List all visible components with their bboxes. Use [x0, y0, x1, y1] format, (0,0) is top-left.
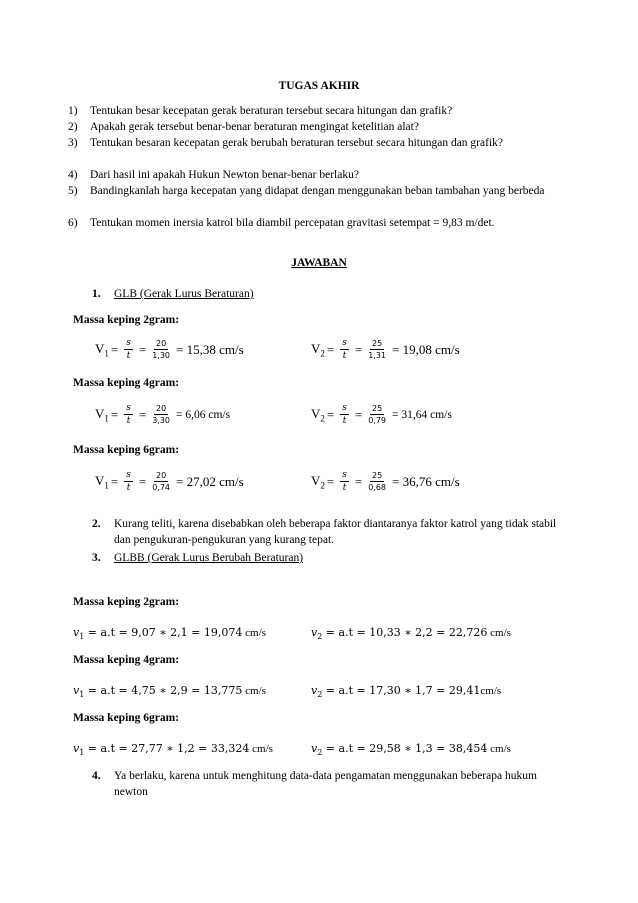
equation-result: = 19,08 cm/s	[392, 341, 460, 357]
velocity-label: $V_1$	[95, 405, 109, 424]
answer-number: 2.	[92, 518, 101, 530]
answer-text: Ya berlaku, karena untuk menghitung data-data pengamatan menggunakan beberapa hukum newton	[114, 770, 537, 798]
velocity-label: $V_2$	[311, 405, 325, 424]
formula-v2: $v_2 = a.t = 17,30$ ∗ 1,7 = 29,41cm/s	[311, 684, 502, 700]
equation-result: = 31,64 cm/s	[392, 408, 452, 421]
answer-1	[92, 286, 564, 302]
document-title: TUGAS AKHIR	[278, 80, 360, 92]
velocity-label: $V_1$	[95, 340, 109, 359]
velocity-label: $V_2$	[311, 472, 325, 491]
mass-heading: Massa keping 6gram:	[73, 712, 180, 724]
fraction-s-over-t: $\frac{s}{t}$	[342, 470, 347, 493]
formula-v2: $v_2 = a.t = 10,33$ ∗ 2,2 = 22,726 cm/s	[311, 626, 511, 642]
mass-heading: Massa keping 2gram:	[73, 596, 180, 608]
question-2	[68, 119, 560, 135]
fraction-s-over-t: $\frac{s}{t}$	[126, 470, 131, 493]
equation-v2: $V_2$ = $\frac{s}{t}$ = $\frac{25}{1,31}$ = 19,08 cm/s	[311, 338, 460, 361]
question-text: Dari hasil ini apakah Hukun Newton benar-benar berlaku?	[90, 169, 359, 181]
mass-heading: Massa keping 4gram:	[73, 377, 180, 389]
equation-result: = 6,06 cm/s	[176, 408, 231, 421]
fraction-s-over-t: $\frac{s}{t}$	[126, 403, 131, 426]
answer-number: 3.	[92, 552, 101, 564]
fraction-s-over-t: $\frac{s}{t}$	[126, 338, 131, 361]
fraction-s-over-t: $\frac{s}{t}$	[342, 403, 347, 426]
answer-text: GLBB (Gerak Lurus Berubah Beraturan)	[114, 552, 304, 564]
question-text: Apakah gerak tersebut benar-benar beraturan mengingat ketelitian alat?	[90, 121, 419, 133]
question-number: 4)	[68, 169, 78, 181]
mass-heading: Massa keping 2gram:	[73, 314, 180, 326]
equation-v1: $V_1$ = $\frac{s}{t}$ = $\frac{20}{0,74}$ = 27,02 cm/s	[95, 470, 244, 493]
answer-4	[92, 768, 564, 800]
fraction-values: $\frac{20}{1,30}$	[152, 339, 171, 360]
question-4	[68, 167, 560, 183]
equation-result: = 15,38 cm/s	[176, 341, 244, 357]
formula-v1: $v_1 = a.t = 9,07$ ∗ 2,1 = 19,074 cm/s	[73, 626, 266, 642]
answer-text: GLB (Gerak Lurus Beraturan)	[114, 288, 254, 300]
fraction-values: $\frac{20}{3,30}$	[152, 404, 171, 425]
formula-v2: $v_2 = a.t = 29,58$ ∗ 1,3 = 38,454 cm/s	[311, 742, 511, 758]
question-number: 1)	[68, 105, 78, 117]
equation-result: = 27,02 cm/s	[176, 473, 244, 489]
question-text: Tentukan momen inersia katrol bila diambil percepatan gravitasi setempat = 9,83 m/det.	[90, 217, 495, 229]
question-6	[68, 215, 560, 231]
velocity-label: $V_2$	[311, 340, 325, 359]
answer-text: Kurang teliti, karena disebabkan oleh beberapa faktor diantaranya faktor katrol yang tidak stabil dan pengukuran-pengukuran yang kurang tepat.	[114, 518, 557, 546]
equation-v1: $V_1$ = $\frac{s}{t}$ = $\frac{20}{1,30}$ = 15,38 cm/s	[95, 338, 244, 361]
fraction-values: $\frac{20}{0,74}$	[152, 471, 171, 492]
question-text: Tentukan besaran kecepatan gerak berubah beraturan tersebut secara hitungan dan grafik?	[90, 137, 503, 149]
formula-v1: $v_1 = a.t = 27,77$ ∗ 1,2 = 33,324 cm/s	[73, 742, 273, 758]
fraction-values: $\frac{25}{0,79}$	[368, 404, 387, 425]
formula-v1: $v_1 = a.t = 4,75$ ∗ 2,9 = 13,775 cm/s	[73, 684, 266, 700]
question-number: 6)	[68, 217, 78, 229]
question-5	[68, 183, 560, 199]
equation-result: = 36,76 cm/s	[392, 473, 460, 489]
mass-heading: Massa keping 4gram:	[73, 654, 180, 666]
fraction-values: $\frac{25}{1,31}$	[368, 339, 387, 360]
equation-v1: $V_1$ = $\frac{s}{t}$ = $\frac{20}{3,30}$ = 6,06 cm/s	[95, 403, 231, 426]
answers-heading: JAWABAN	[291, 257, 347, 269]
fraction-values: $\frac{25}{0,68}$	[368, 471, 387, 492]
question-number: 3)	[68, 137, 78, 149]
question-number: 2)	[68, 121, 78, 133]
question-number: 5)	[68, 185, 78, 197]
equation-v2: $V_2$ = $\frac{s}{t}$ = $\frac{25}{0,79}$ = 31,64 cm/s	[311, 403, 452, 426]
mass-heading: Massa keping 6gram:	[73, 444, 180, 456]
velocity-label: $V_1$	[95, 472, 109, 491]
answer-2	[92, 516, 564, 548]
equation-v2: $V_2$ = $\frac{s}{t}$ = $\frac{25}{0,68}$ = 36,76 cm/s	[311, 470, 460, 493]
question-text: Tentukan besar kecepatan gerak beraturan tersebut secara hitungan dan grafik?	[90, 105, 453, 117]
question-1	[68, 103, 560, 119]
answer-3	[92, 550, 564, 566]
question-3	[68, 135, 560, 151]
answer-number: 4.	[92, 770, 101, 782]
answer-number: 1.	[92, 288, 101, 300]
fraction-s-over-t: $\frac{s}{t}$	[342, 338, 347, 361]
question-text: Bandingkanlah harga kecepatan yang didapat dengan menggunakan beban tambahan yang berbeda	[90, 185, 545, 197]
